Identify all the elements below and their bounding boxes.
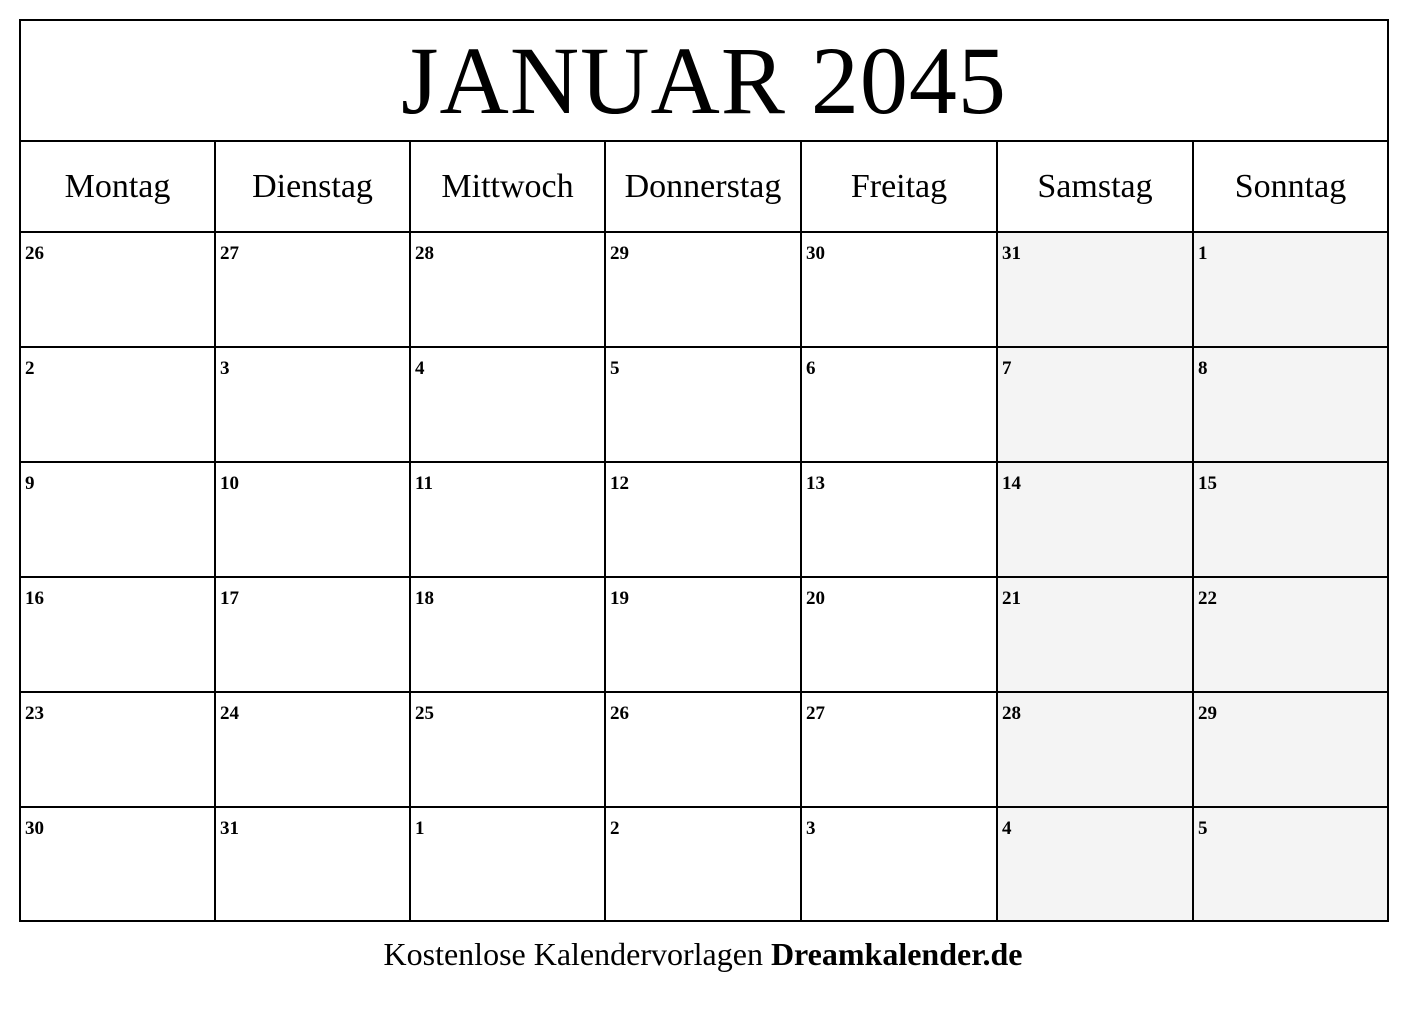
day-number: 8: [1198, 358, 1208, 379]
day-number: 23: [25, 703, 44, 724]
day-number: 17: [220, 588, 239, 609]
day-number: 18: [415, 588, 434, 609]
day-number: 2: [25, 358, 35, 379]
day-number: 27: [806, 703, 825, 724]
day-number: 16: [25, 588, 44, 609]
footer-credit: [0, 936, 1406, 973]
day-cell: [411, 348, 606, 461]
day-number: 28: [415, 243, 434, 264]
day-cell: [21, 233, 216, 346]
day-cell-weekend: [1194, 578, 1387, 691]
day-cell: [21, 578, 216, 691]
day-number: 30: [25, 818, 44, 839]
day-number: 14: [1002, 473, 1021, 494]
day-cell-weekend: [998, 693, 1194, 806]
day-cell: [606, 693, 802, 806]
day-cell-weekend: [998, 578, 1194, 691]
day-cell: [411, 578, 606, 691]
day-cell-weekend: [998, 463, 1194, 576]
day-cell: [411, 693, 606, 806]
day-cell: [802, 233, 998, 346]
day-number: 10: [220, 473, 239, 494]
day-number: 1: [1198, 243, 1208, 264]
day-grid: [21, 233, 1387, 920]
day-number: 20: [806, 588, 825, 609]
day-cell: [216, 348, 411, 461]
day-number: 13: [806, 473, 825, 494]
month-title: JANUAR 2045: [401, 26, 1007, 134]
weekday-header: Samstag: [998, 142, 1194, 231]
day-cell: [216, 578, 411, 691]
day-cell: [216, 463, 411, 576]
day-cell: [802, 463, 998, 576]
day-cell-weekend: [998, 808, 1194, 920]
day-cell-weekend: [1194, 463, 1387, 576]
week-row: [21, 463, 1387, 578]
week-row: [21, 808, 1387, 920]
week-row: [21, 348, 1387, 463]
day-cell-weekend: [1194, 233, 1387, 346]
day-number: 2: [610, 818, 620, 839]
day-number: 27: [220, 243, 239, 264]
day-number: 31: [1002, 243, 1021, 264]
day-cell-weekend: [1194, 693, 1387, 806]
day-number: 22: [1198, 588, 1217, 609]
day-cell-weekend: [1194, 348, 1387, 461]
day-number: 12: [610, 473, 629, 494]
day-cell: [802, 693, 998, 806]
day-cell: [216, 693, 411, 806]
day-cell: [606, 348, 802, 461]
day-number: 31: [220, 818, 239, 839]
day-number: 29: [1198, 703, 1217, 724]
day-cell: [21, 348, 216, 461]
day-number: 28: [1002, 703, 1021, 724]
day-cell-weekend: [998, 348, 1194, 461]
day-number: 25: [415, 703, 434, 724]
weekday-header: Dienstag: [216, 142, 411, 231]
day-number: 19: [610, 588, 629, 609]
footer-text: Kostenlose Kalendervorlagen: [383, 936, 771, 972]
day-number: 4: [1002, 818, 1012, 839]
day-cell: [411, 463, 606, 576]
day-cell: [411, 233, 606, 346]
calendar-sheet: [19, 19, 1389, 922]
week-row: [21, 233, 1387, 348]
week-row: [21, 693, 1387, 808]
weekday-header-row: [21, 142, 1387, 233]
day-number: 3: [220, 358, 230, 379]
weekday-header: Freitag: [802, 142, 998, 231]
week-row: [21, 578, 1387, 693]
day-number: 5: [610, 358, 620, 379]
day-number: 26: [25, 243, 44, 264]
day-cell: [802, 578, 998, 691]
day-cell: [606, 463, 802, 576]
day-number: 26: [610, 703, 629, 724]
day-cell: [216, 808, 411, 920]
day-number: 30: [806, 243, 825, 264]
day-cell: [606, 578, 802, 691]
day-number: 6: [806, 358, 816, 379]
day-number: 24: [220, 703, 239, 724]
title-bar: [21, 21, 1387, 142]
day-cell: [802, 808, 998, 920]
day-number: 15: [1198, 473, 1217, 494]
day-cell: [606, 233, 802, 346]
day-number: 9: [25, 473, 35, 494]
day-cell-weekend: [1194, 808, 1387, 920]
day-number: 1: [415, 818, 425, 839]
day-number: 21: [1002, 588, 1021, 609]
day-cell: [606, 808, 802, 920]
day-number: 7: [1002, 358, 1012, 379]
weekday-header: Donnerstag: [606, 142, 802, 231]
day-number: 4: [415, 358, 425, 379]
weekday-header: Mittwoch: [411, 142, 606, 231]
day-number: 3: [806, 818, 816, 839]
day-cell: [216, 233, 411, 346]
day-number: 29: [610, 243, 629, 264]
day-cell: [802, 348, 998, 461]
footer-brand: Dreamkalender.de: [770, 936, 1023, 972]
day-number: 5: [1198, 818, 1208, 839]
day-number: 11: [415, 473, 433, 494]
weekday-header: Sonntag: [1234, 167, 1347, 205]
weekday-header: Montag: [21, 142, 216, 231]
day-cell: [411, 808, 606, 920]
day-cell-weekend: [998, 233, 1194, 346]
day-cell: [21, 693, 216, 806]
day-cell: [21, 808, 216, 920]
day-cell: [21, 463, 216, 576]
